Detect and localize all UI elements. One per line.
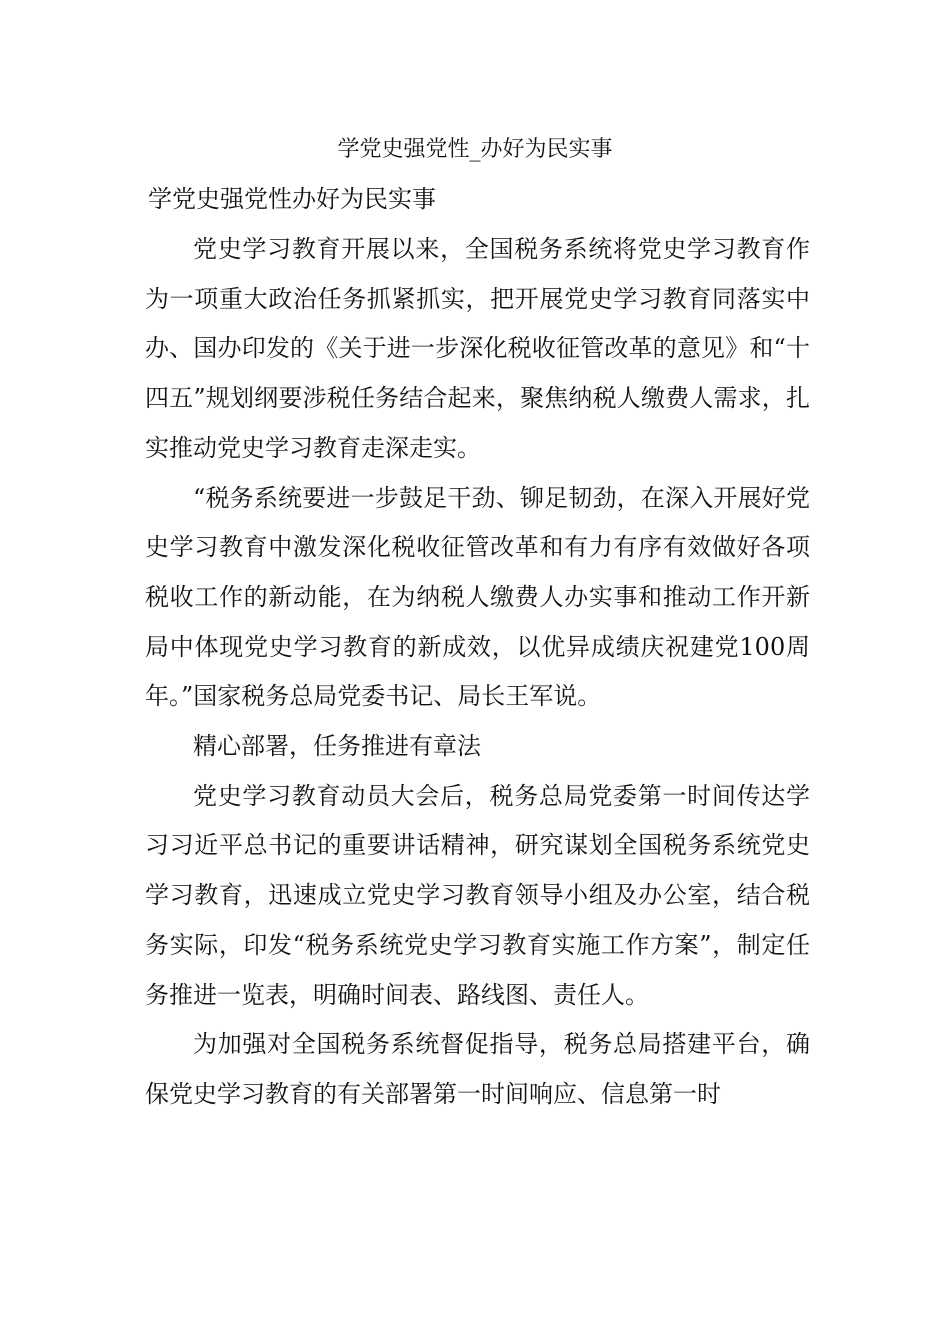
paragraph-quote: “税务系统要进一步鼓足干劲、铆足韧劲，在深入开展好党史学习教育中激发深化税收征管改革和有力有序有效做好各项税收工作的新动能，在为纳税人缴费人办实事和推动工作开新局中体现党史学习教育的新成效，以优异成绩庆祝建党100周年。”国家税务总局党委书记、局长王军说。 bbox=[145, 483, 810, 711]
document-body bbox=[145, 225, 810, 1120]
paragraph-intro: 党史学习教育开展以来，全国税务系统将党史学习教育作为一项重大政治任务抓紧抓实，把开展党史学习教育同落实中办、国办印发的《关于进一步深化税收征管改革的意见》和“十四五”规划纲要涉税任务结合起来，聚焦纳税人缴费人需求，扎实推动党史学习教育走深走实。 bbox=[145, 235, 810, 462]
section-heading: 精心部署，任务推进有章法 bbox=[193, 732, 481, 761]
paragraph-supervision: 为加强对全国税务系统督促指导，税务总局搭建平台，确保党史学习教育的有关部署第一时间响应、信息第一时 bbox=[145, 1030, 810, 1108]
paragraph-deployment: 党史学习教育动员大会后，税务总局党委第一时间传达学习习近平总书记的重要讲话精神，研究谋划全国税务系统党史学习教育，迅速成立党史学习教育领导小组及办公室，结合税务实际，印发“税务系统党史学习教育实施工作方案”，制定任务推进一览表，明确时间表、路线图、责任人。 bbox=[145, 781, 810, 1009]
document-title: 学党史强党性_办好为民实事 bbox=[337, 137, 613, 162]
document-subtitle: 学党史强党性办好为民实事 bbox=[148, 185, 436, 213]
